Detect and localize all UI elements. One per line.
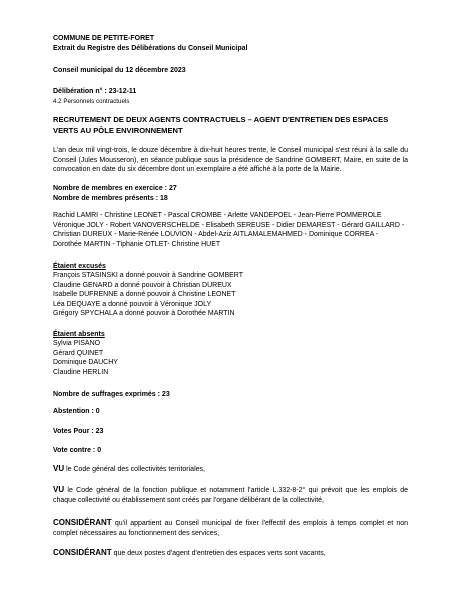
excused-item: François STASINSKI a donné pouvoir à Sandrine GOMBERT (53, 272, 243, 279)
consideration-keyword: VU (53, 485, 65, 494)
members-in-office: Nombre de membres en exercice : 27 (53, 185, 177, 192)
registry-extract: Extrait du Registre des Délibérations du Conseil Municipal (53, 45, 248, 52)
excused-item: Léa DEQUAYE a donné pouvoir à Véronique JOLY (53, 300, 212, 308)
subject-line: RECRUTEMENT DE DEUX AGENTS CONTRACTUELS – AGENT D'ENTRETIEN DES ESPACES (53, 115, 389, 124)
absent-list (53, 339, 408, 377)
present-members-list (53, 211, 408, 249)
absent-item: Sylvia PISANO (53, 340, 101, 347)
absent-heading: Étaient absents (53, 331, 105, 338)
consideration-text: qu'il appartient au Conseil municipal de fixer l'effectif des emplois à temps complet et non complet nécessaires au fonctionnement des services, (53, 520, 408, 537)
consideration-keyword: CONSIDÉRANT (53, 548, 112, 557)
present-line: Rachid LAMRI - Christine LEONET - Pascal CROMBE - Arlette VANDEPOEL - Jean-Pierre POMMEROLE (53, 212, 382, 219)
abstention-count: Abstention : 0 (53, 408, 100, 415)
votes-against-count: Vote contre : 0 (53, 447, 102, 454)
present-line: Véronique JOLY - Robert VANOVERSCHELDE - Elisabeth SEREUSE - Didier DEMAREST - Gérard GAILLARD - (53, 221, 405, 229)
deliberation-category: 4.2 Personnels contractuels (53, 98, 130, 105)
suffrages-count: Nombre de suffrages exprimés : 23 (53, 391, 170, 398)
subject-line: VERTS AU PÔLE ENVIRONNEMENT (53, 126, 183, 135)
deliberation-number: Délibération n° : 23-12-11 (53, 88, 137, 95)
absent-item: Gérard QUINET (53, 349, 104, 357)
votes-for-count: Votes Pour : 23 (53, 428, 104, 435)
intro-paragraph: L'an deux mil vingt-trois, le douze décembre à dix-huit heures trente, le Conseil municipal s'est réuni à la salle du Conseil (Jules Mousseron), en séance publique sous la présidence de Sandrine GOMBERT, Maire, en suite de la convocation en date du six décembre dont un exemplaire a été affiché à la porte de la Mairie. (53, 147, 408, 174)
meeting-title: Conseil municipal du 12 décembre 2023 (53, 67, 186, 74)
consideration-text: que deux postes d'agent d'entretien des espaces verts sont vacants, (111, 550, 326, 557)
excused-item: Claudine GENARD a donné pouvoir à Christian DUREUX (53, 281, 232, 289)
excused-heading: Étaient excusés (53, 263, 106, 270)
consideration-paragraph (53, 548, 408, 559)
consideration-keyword: CONSIDÉRANT (53, 518, 112, 527)
consideration-paragraph (53, 518, 408, 538)
consideration-paragraph (53, 464, 408, 475)
excused-item: Grégory SPYCHALA a donné pouvoir à Dorothée MARTIN (53, 310, 235, 318)
members-present: Nombre de membres présents : 18 (53, 195, 168, 202)
commune-name: COMMUNE DE PETITE-FORET (53, 35, 155, 42)
consideration-paragraph (53, 485, 408, 505)
consideration-text: le Code général des collectivités territoriales, (64, 466, 205, 473)
absent-item: Claudine HERLIN (53, 368, 109, 376)
consideration-keyword: VU (53, 464, 65, 473)
absent-item: Dominique DAUCHY (53, 359, 118, 367)
consideration-text: le Code général de la fonction publique et notamment l'article L.332-8-2° qui prévoit que les emplois de chaque collectivité ou établissement sont créés par l'organe délibérant de la collectivité, (53, 487, 408, 504)
excused-item: Isabelle DUFRENNE a donné pouvoir à Christine LEONET (53, 291, 236, 299)
present-line: Christian DUREUX - Marie-Renée LOUVION - Abdel-Aziz AITLAMALEMAHMED - Dominique CORREA - (53, 231, 379, 239)
deliberation-subject (53, 114, 408, 136)
excused-list (53, 271, 408, 319)
present-line: Dorothée MARTIN - Tiphanie OTLET- Christine HUET (53, 240, 221, 248)
